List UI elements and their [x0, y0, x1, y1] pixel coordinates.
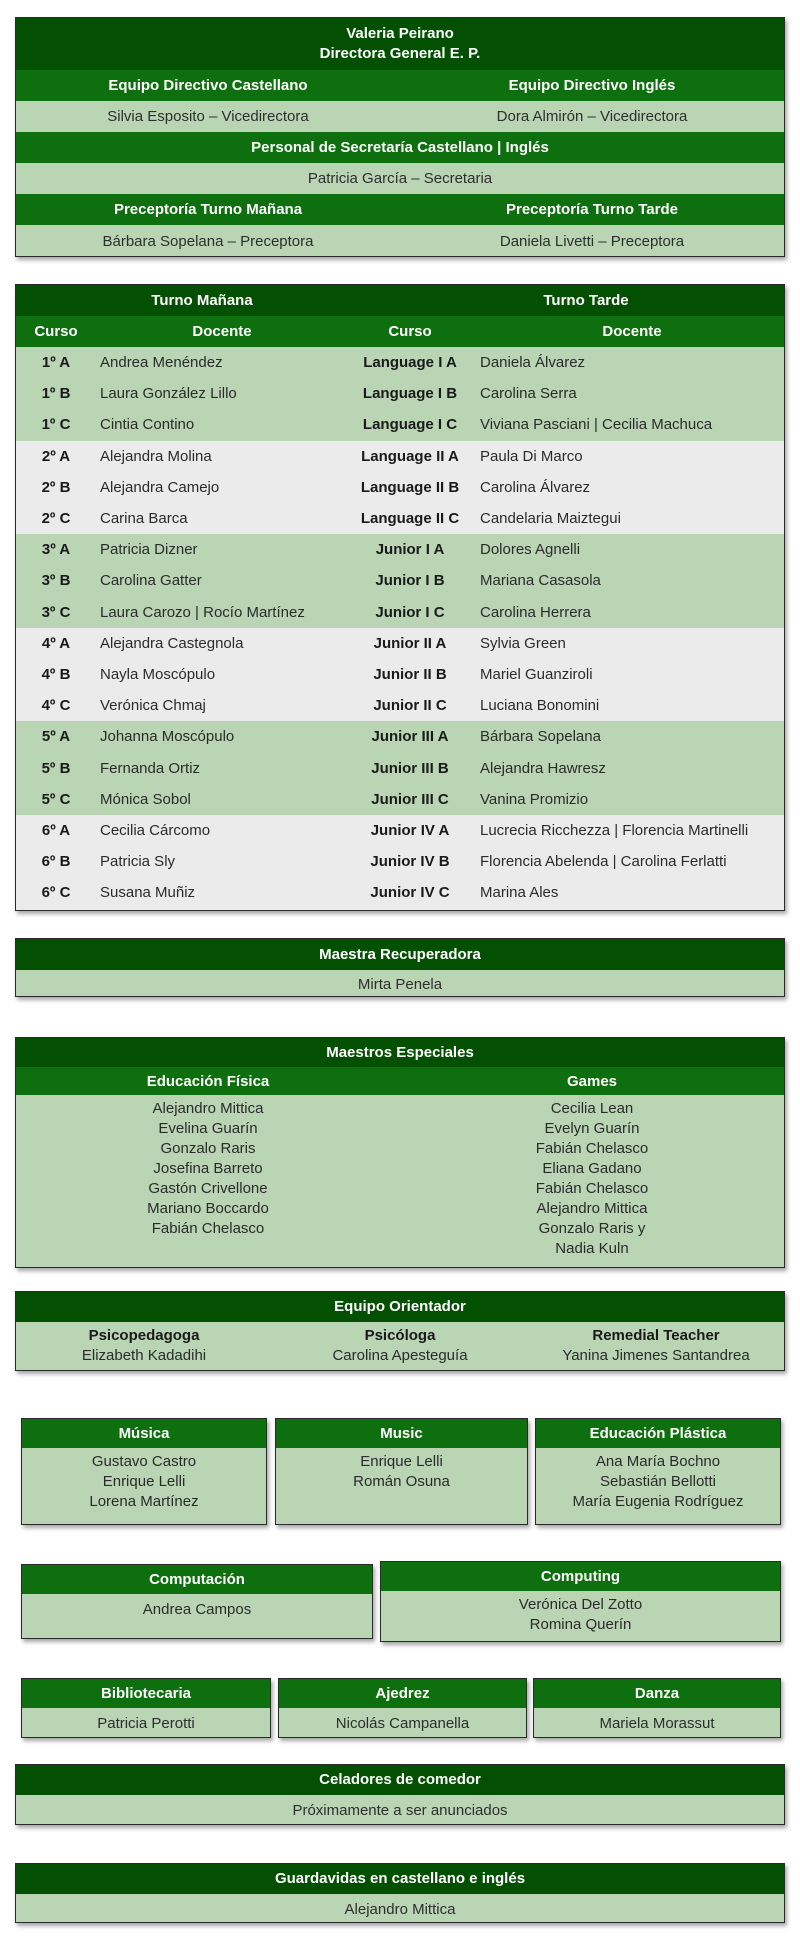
- member-name: Alejandro Mittica: [152, 1100, 264, 1117]
- danza-header: Danza: [534, 1679, 780, 1708]
- docente-cell: Patricia Dizner: [100, 541, 198, 559]
- member-name: Enrique Lelli: [102, 1473, 186, 1490]
- col-docente2-header: Docente: [472, 316, 784, 347]
- docente-cell: Alejandra Molina: [100, 447, 212, 465]
- computacion-list: [22, 1594, 372, 1620]
- games-header: Games: [566, 1072, 618, 1090]
- plastica-header: Educación Plástica: [536, 1419, 780, 1448]
- equipo-directivo-members-row: [16, 101, 784, 132]
- equipo-directivo-header-row: [16, 70, 784, 101]
- docente2-cell: Lucrecia Ricchezza | Florencia Martinelli: [480, 821, 749, 839]
- especiales-panel: [15, 1037, 785, 1268]
- guardavidas-header: Guardavidas en castellano e inglés: [16, 1864, 784, 1894]
- docente2-cell: Carolina Álvarez: [480, 478, 591, 496]
- computacion-header: Computación: [22, 1565, 372, 1594]
- musica-list: [22, 1448, 266, 1512]
- danza-member: Mariela Morassut: [534, 1708, 780, 1738]
- bibliotecaria-member: Patricia Perotti: [22, 1708, 270, 1738]
- orientador-col: [528, 1326, 784, 1366]
- table-row: [16, 472, 784, 503]
- docente-cell: Verónica Chmaj: [100, 697, 206, 715]
- orientador-role: Psicopedagoga: [88, 1327, 200, 1344]
- docente2-cell: Candelaria Maiztegui: [480, 510, 621, 528]
- curso2-cell: Junior I A: [375, 541, 445, 559]
- especiales-header: Maestros Especiales: [16, 1038, 784, 1067]
- preceptoria-header-row: [16, 194, 784, 225]
- table-row: [16, 815, 784, 846]
- col-curso-header: Curso: [16, 316, 96, 347]
- docente2-cell: Sylvia Green: [480, 634, 566, 652]
- orientador-name: Elizabeth Kadadihi: [81, 1347, 207, 1364]
- curso2-cell: Junior II B: [373, 665, 447, 683]
- curso2-cell: Junior IV C: [370, 884, 450, 902]
- educacion-fisica-list: [16, 1099, 400, 1259]
- docente-cell: Alejandra Camejo: [100, 478, 220, 496]
- member-name: Alejandro Mittica: [536, 1200, 648, 1217]
- turno-manana-header: Turno Mañana: [151, 292, 253, 309]
- docente-cell: Patricia Sly: [100, 853, 176, 871]
- celadores-panel: [15, 1764, 785, 1825]
- orientador-panel: [15, 1291, 785, 1371]
- especiales-subheader-row: [16, 1067, 784, 1095]
- secretaria-header: Personal de Secretaría Castellano | Inglés: [16, 132, 784, 163]
- curso2-cell: Language I C: [362, 416, 458, 434]
- preceptoria-members-row: [16, 225, 784, 257]
- preceptoria-manana-member: Bárbara Sopelana – Preceptora: [102, 233, 314, 250]
- curso2-cell: Junior IV A: [370, 821, 450, 839]
- col-curso2-header: Curso: [348, 316, 472, 347]
- docente-cell: Laura González Lillo: [100, 385, 237, 403]
- curso2-cell: Junior II A: [373, 634, 447, 652]
- recuperadora-member: Mirta Penela: [16, 970, 784, 997]
- curso-cell: 3º B: [41, 572, 71, 590]
- plastica-list: [536, 1448, 780, 1512]
- member-name: Eliana Gadano: [542, 1160, 642, 1177]
- curso2-cell: Language II B: [360, 478, 460, 496]
- docente2-cell: Luciana Bonomini: [480, 697, 600, 715]
- bibliotecaria-header: Bibliotecaria: [22, 1679, 270, 1708]
- table-row: [16, 409, 784, 440]
- docente-cell: Fernanda Ortiz: [100, 759, 201, 777]
- musica-panel: [21, 1418, 267, 1525]
- docente2-cell: Paula Di Marco: [480, 447, 583, 465]
- docente2-cell: Marina Ales: [480, 884, 559, 902]
- table-row: [16, 721, 784, 752]
- curso-cell: 2º A: [41, 447, 71, 465]
- docente-cell: Andrea Menéndez: [100, 354, 223, 372]
- table-row: [16, 628, 784, 659]
- secretaria-member: Patricia García – Secretaria: [16, 163, 784, 194]
- member-name: Nadia Kuln: [555, 1240, 629, 1257]
- music-list: [276, 1448, 527, 1492]
- curso2-cell: Junior III B: [371, 759, 449, 777]
- direccion-panel: [15, 17, 785, 257]
- docente-cell: Alejandra Castegnola: [100, 634, 244, 652]
- member-name: Gustavo Castro: [91, 1453, 197, 1470]
- curso2-cell: Junior III C: [371, 790, 449, 808]
- orientador-name: Carolina Apesteguía: [332, 1347, 468, 1364]
- curso2-cell: Language I A: [363, 354, 457, 372]
- member-name: Fabián Chelasco: [151, 1220, 265, 1237]
- table-row: [16, 347, 784, 378]
- recuperadora-header: Maestra Recuperadora: [16, 939, 784, 970]
- curso-cell: 4º B: [41, 665, 71, 683]
- docente2-cell: Mariel Guanziroli: [480, 665, 593, 683]
- orientador-name: Yanina Jimenes Santandrea: [562, 1347, 750, 1364]
- orientador-header: Equipo Orientador: [16, 1292, 784, 1322]
- docente2-cell: Mariana Casasola: [480, 572, 601, 590]
- ajedrez-header: Ajedrez: [279, 1679, 526, 1708]
- ajedrez-member: Nicolás Campanella: [279, 1708, 526, 1738]
- music-header: Music: [276, 1419, 527, 1448]
- docente2-cell: Vanina Promizio: [480, 790, 589, 808]
- director-name: Valeria Peirano: [346, 25, 454, 42]
- docente-cell: Carina Barca: [100, 510, 188, 528]
- computacion-panel: [21, 1564, 373, 1639]
- member-name: María Eugenia Rodríguez: [572, 1493, 744, 1510]
- curso2-cell: Junior III A: [371, 728, 449, 746]
- orientador-role: Remedial Teacher: [592, 1327, 720, 1344]
- games-list: [400, 1099, 784, 1259]
- member-name: Ana María Bochno: [595, 1453, 721, 1470]
- danza-panel: [533, 1678, 781, 1738]
- docente2-cell: Florencia Abelenda | Carolina Ferlatti: [480, 853, 727, 871]
- member-name: Sebastián Bellotti: [600, 1473, 716, 1490]
- guardavidas-member: Alejandro Mittica: [16, 1894, 784, 1923]
- table-row: [16, 659, 784, 690]
- member-name: Andrea Campos: [142, 1601, 252, 1618]
- curso-cell: 6º A: [41, 821, 71, 839]
- member-name: Enrique Lelli: [360, 1453, 443, 1470]
- member-name: Josefina Barreto: [153, 1160, 263, 1177]
- preceptoria-tarde-header: Preceptoría Turno Tarde: [506, 201, 678, 218]
- table-row: [16, 534, 784, 565]
- docente-cell: Susana Muñiz: [100, 884, 196, 902]
- turno-header-row: [16, 285, 784, 316]
- preceptoria-tarde-member: Daniela Livetti – Preceptora: [499, 233, 685, 250]
- celadores-header: Celadores de comedor: [16, 1765, 784, 1795]
- curso-cell: 5º B: [41, 759, 71, 777]
- member-name: Lorena Martínez: [89, 1493, 199, 1510]
- docente2-cell: Daniela Álvarez: [480, 354, 586, 372]
- music-panel: [275, 1418, 528, 1525]
- table-row: [16, 565, 784, 596]
- table-row: [16, 597, 784, 628]
- docente2-cell: Bárbara Sopelana: [480, 728, 601, 746]
- turno-tarde-header: Turno Tarde: [543, 292, 629, 309]
- preceptoria-manana-header: Preceptoría Turno Mañana: [113, 201, 303, 218]
- member-name: Fabián Chelasco: [535, 1140, 649, 1157]
- member-name: Mariano Boccardo: [147, 1200, 269, 1217]
- ajedrez-panel: [278, 1678, 527, 1738]
- curso2-cell: Junior I C: [375, 603, 445, 621]
- table-row: [16, 690, 784, 721]
- recuperadora-panel: [15, 938, 785, 997]
- table-row: [16, 378, 784, 409]
- member-name: Fabián Chelasco: [535, 1180, 649, 1197]
- curso-cell: 1º C: [41, 416, 71, 434]
- computing-list: [381, 1591, 780, 1635]
- docente2-cell: Dolores Agnelli: [480, 541, 581, 559]
- member-name: Gonzalo Raris y: [538, 1220, 646, 1237]
- computing-panel: [380, 1561, 781, 1642]
- member-name: Cecilia Lean: [550, 1100, 634, 1117]
- docente-cell: Cecilia Cárcomo: [100, 821, 211, 839]
- table-row: [16, 784, 784, 815]
- curso-cell: 1º B: [41, 385, 71, 403]
- table-header-row: [16, 316, 784, 347]
- director-role: Directora General E. P.: [319, 45, 481, 62]
- curso-cell: 5º C: [41, 790, 71, 808]
- docente-cell: Nayla Moscópulo: [100, 665, 216, 683]
- educacion-fisica-header: Educación Física: [146, 1072, 270, 1090]
- orientador-col: [16, 1326, 272, 1366]
- docente-cell: Johanna Moscópulo: [100, 728, 235, 746]
- curso-cell: 4º C: [41, 697, 71, 715]
- courses-table: [16, 316, 784, 908]
- curso-cell: 4º A: [41, 634, 71, 652]
- col-docente-header: Docente: [96, 316, 348, 347]
- equipo-castellano-header: Equipo Directivo Castellano: [108, 77, 308, 94]
- curso-cell: 6º B: [41, 853, 71, 871]
- table-row: [16, 503, 784, 534]
- courses-table-panel: [15, 284, 785, 911]
- curso-cell: 3º A: [41, 541, 71, 559]
- orientador-members-row: [16, 1322, 784, 1366]
- plastica-panel: [535, 1418, 781, 1525]
- celadores-member: Próximamente a ser anunciados: [16, 1795, 784, 1825]
- orientador-col: [272, 1326, 528, 1366]
- docente-cell: Cintia Contino: [100, 416, 195, 434]
- docente-cell: Carolina Gatter: [100, 572, 202, 590]
- docente-cell: Mónica Sobol: [100, 790, 191, 808]
- curso-cell: 5º A: [41, 728, 71, 746]
- table-row: [16, 752, 784, 783]
- docente2-cell: Carolina Herrera: [480, 603, 591, 621]
- castellano-vicedirectora: Silvia Esposito – Vicedirectora: [107, 108, 309, 125]
- bibliotecaria-panel: [21, 1678, 271, 1738]
- curso2-cell: Language I B: [362, 385, 458, 403]
- table-row: [16, 846, 784, 877]
- director-header: [16, 18, 784, 70]
- curso2-cell: Junior IV B: [370, 853, 450, 871]
- curso-cell: 6º C: [41, 884, 71, 902]
- member-name: Gonzalo Raris: [160, 1140, 256, 1157]
- guardavidas-panel: [15, 1863, 785, 1923]
- curso2-cell: Junior II C: [373, 697, 447, 715]
- ingles-vicedirectora: Dora Almirón – Vicedirectora: [496, 108, 688, 125]
- curso-cell: 1º A: [41, 354, 71, 372]
- member-name: Evelyn Guarín: [544, 1120, 640, 1137]
- course-rows: [16, 347, 784, 908]
- computing-header: Computing: [381, 1562, 780, 1591]
- curso-cell: 2º C: [41, 510, 71, 528]
- docente-cell: Laura Carozo | Rocío Martínez: [100, 603, 305, 621]
- member-name: Verónica Del Zotto: [518, 1596, 643, 1613]
- musica-header: Música: [22, 1419, 266, 1448]
- docente2-cell: Carolina Serra: [480, 385, 577, 403]
- member-name: Román Osuna: [353, 1473, 450, 1490]
- curso2-cell: Junior I B: [375, 572, 445, 590]
- curso-cell: 3º C: [41, 603, 71, 621]
- table-row: [16, 877, 784, 908]
- docente2-cell: Viviana Pasciani | Cecilia Machuca: [480, 416, 713, 434]
- equipo-ingles-header: Equipo Directivo Inglés: [508, 77, 676, 94]
- member-name: Gastón Crivellone: [148, 1180, 268, 1197]
- member-name: Romina Querín: [529, 1616, 632, 1633]
- curso-cell: 2º B: [41, 478, 71, 496]
- curso2-cell: Language II A: [361, 447, 459, 465]
- orientador-role: Psicóloga: [364, 1327, 436, 1344]
- member-name: Evelina Guarín: [158, 1120, 258, 1137]
- table-row: [16, 441, 784, 472]
- docente2-cell: Alejandra Hawresz: [480, 759, 606, 777]
- especiales-members-row: [16, 1095, 784, 1259]
- curso2-cell: Language II C: [360, 510, 460, 528]
